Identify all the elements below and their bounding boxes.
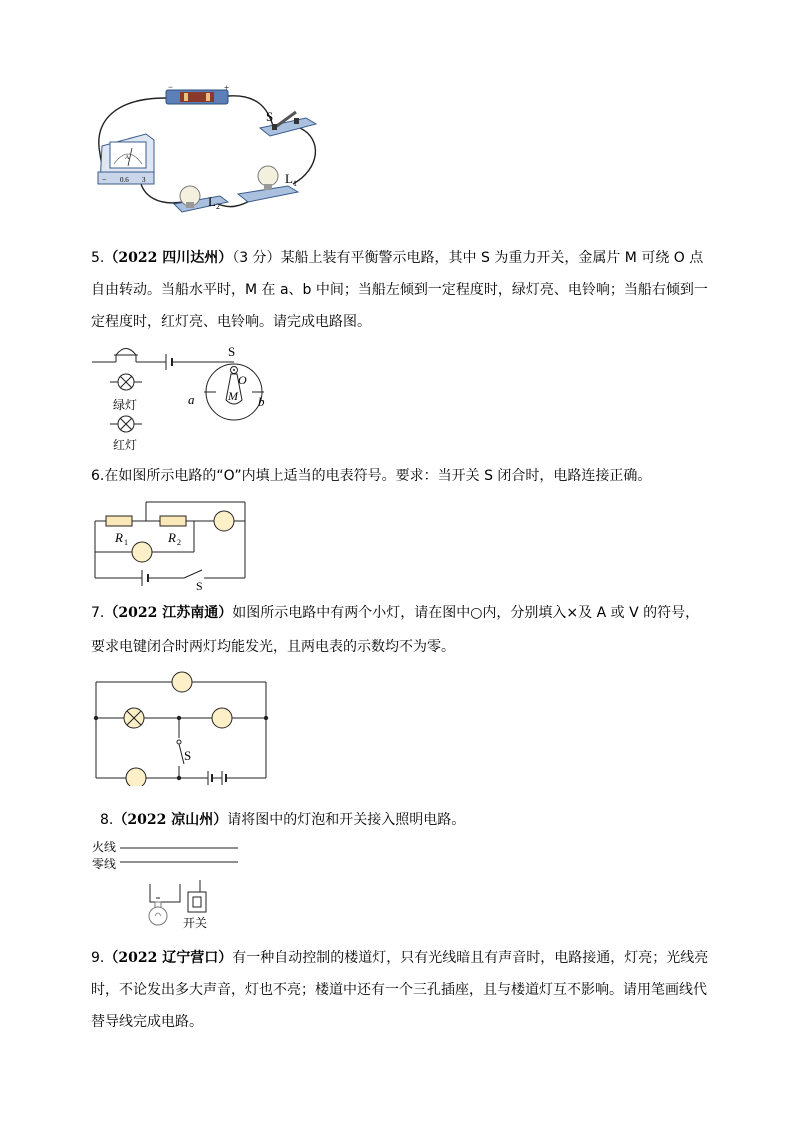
r1-sub: 1 (124, 538, 128, 547)
q4-circuit-figure (88, 84, 328, 216)
q5-a-label: a (188, 392, 195, 407)
bell-icon (114, 349, 138, 363)
q8-number: 8. (100, 812, 114, 828)
lamp-l2-icon (174, 186, 228, 212)
q7-source: （2022 江苏南通） (104, 605, 233, 621)
q5-switch-label: S (228, 344, 236, 359)
green-lamp-symbol (110, 374, 142, 390)
q8-text: 请将图中的灯泡和开关接入照明电路。 (227, 812, 466, 828)
q5-text: 某船上装有平衡警示电路，其中 S 为重力开关，金属片 M 可绕 O 点自由转动。当船水平时，M 在 a、b 中间；当船左倾到一定程度时，绿灯亮、电铃响；当船右倾到一定程度时，红灯亮、电铃响。请完成电路图。 (91, 250, 708, 330)
q8-source: （2022 凉山州） (113, 812, 228, 828)
svg-text:1: 1 (293, 179, 297, 188)
q6-switch-label: S (196, 579, 203, 590)
svg-text:−: − (102, 175, 107, 184)
r1-label: R (115, 530, 123, 545)
meter-circle (126, 768, 146, 786)
q5-number: 5. (91, 250, 105, 266)
battery-icon (166, 84, 229, 104)
switch-label: 开关 (183, 916, 208, 930)
q7-text: 如图所示电路中有两个小灯，请在图中○内，分别填入×及 A 或 V 的符号，要求电键闭合时两灯均能发光，且两电表的示数均不为零。 (91, 605, 700, 655)
svg-text:L: L (285, 171, 293, 186)
wall-switch-icon (180, 880, 206, 912)
knife-switch-icon (260, 109, 316, 136)
meter-circle (214, 511, 234, 531)
light-bulb-icon (149, 884, 180, 925)
q5-source: （2022 四川达州） (104, 250, 233, 266)
svg-text:3: 3 (142, 176, 146, 184)
meter-circle (132, 542, 152, 562)
question-6 (91, 460, 711, 492)
svg-text:A: A (125, 155, 130, 161)
q7-switch-label: S (184, 748, 192, 763)
svg-text:0.6: 0.6 (120, 176, 129, 184)
svg-text:S: S (266, 109, 274, 124)
red-lamp-symbol (110, 416, 142, 432)
q9-source: （2022 辽宁营口） (104, 950, 233, 966)
question-7 (91, 596, 711, 664)
q9-text: 有一种自动控制的楼道灯，只有光线暗且有声音时，电路接通，灯亮；光线亮时，不论发出多大声音，灯也不亮；楼道中还有一个三孔插座，且与楼道灯互不影响。请用笔画线代替导线完成电路。 (91, 950, 709, 1030)
battery-symbol (166, 354, 172, 370)
q7-circuit-figure (88, 668, 273, 786)
q5-red-lamp-label: 红灯 (113, 438, 138, 452)
svg-text:+: + (224, 84, 230, 93)
q9-number: 9. (91, 950, 105, 966)
question-9 (91, 942, 711, 1038)
q7-number: 7. (91, 605, 105, 621)
q5-pivot-label: O (238, 373, 247, 387)
meter-circle (212, 708, 232, 728)
lamp-l1-icon (238, 166, 298, 202)
svg-text:L: L (208, 194, 216, 209)
r2-sub: 2 (177, 538, 181, 547)
neutral-wire-label: 零线 (92, 857, 117, 871)
q5-b-label: b (258, 394, 265, 409)
svg-text:2: 2 (216, 202, 220, 211)
question-8 (100, 804, 720, 836)
q5-score: （3 分） (232, 250, 281, 266)
q5-green-lamp-label: 绿灯 (113, 398, 138, 412)
q5-metal-label: M (228, 389, 238, 403)
r2-label: R (168, 530, 176, 545)
live-wire-label: 火线 (92, 840, 117, 854)
question-5 (91, 242, 711, 338)
q8-circuit-figure (118, 840, 243, 935)
q6-text: 6.在如图所示电路的“O”内填上适当的电表符号。要求：当开关 S 闭合时，电路连接正确。 (91, 468, 652, 484)
q6-circuit-figure (88, 492, 258, 590)
meter-circle (172, 672, 192, 692)
svg-text:−: − (168, 84, 174, 92)
ammeter-icon (98, 134, 154, 184)
